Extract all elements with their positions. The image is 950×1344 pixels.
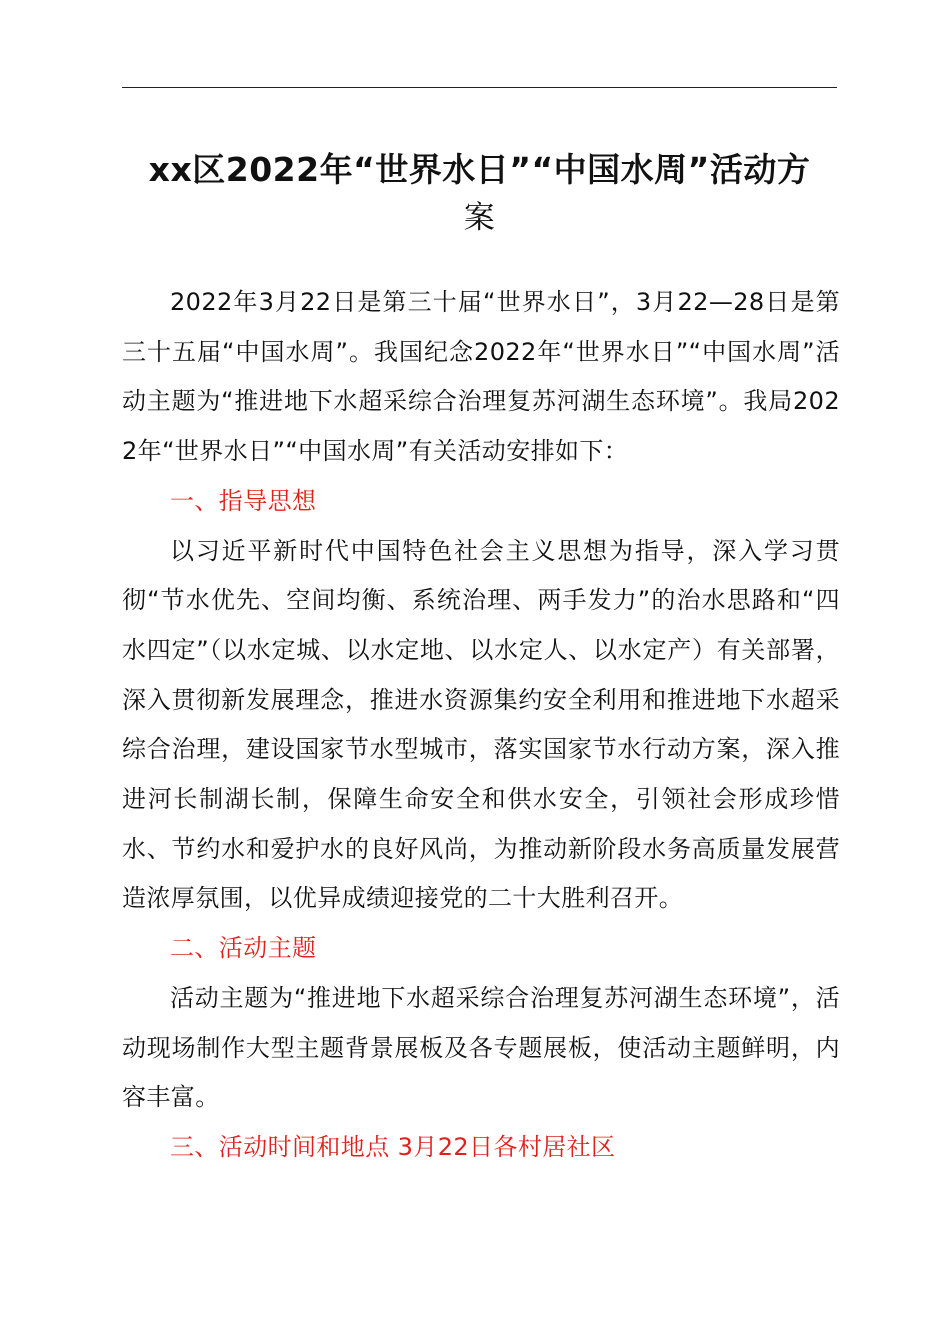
section-body-activity-theme: 活动主题为“推进地下水超采综合治理复苏河湖生态环境”，活动现场制作大型主题背景展板及各专题展板，使活动主题鲜明，内容丰富。 [122, 983, 840, 1112]
document-body [122, 278, 840, 1173]
section-heading-time-and-place: 三、活动时间和地点 3月22日各村居社区 [170, 1132, 616, 1161]
section-heading-guiding-ideology: 一、指导思想 [170, 486, 317, 515]
section-body-guiding-ideology: 以习近平新时代中国特色社会主义思想为指导，深入学习贯彻“节水优先、空间均衡、系统治理、两手发力”的治水思路和“四水四定”（以水定城、以水定地、以水定人、以水定产）有关部署，深入贯彻新发展理念，推进水资源集约安全利用和推进地下水超采综合治理，建设国家节水型城市，落实国家节水行动方案，深入推进河长制湖长制，保障生命安全和供水安全，引领社会形成珍惜水、节约水和爱护水的良好风尚，为推动新阶段水务高质量发展营造浓厚氛围，以优异成绩迎接党的二十大胜利召开。 [122, 536, 840, 913]
intro-paragraph: 2022年3月22日是第三十届“世界水日”，3月22—28日是第三十五届“中国水周”。我国纪念2022年“世界水日”“中国水周”活动主题为“推进地下水超采综合治理复苏河湖生态环境”。我局2022年“世界水日”“中国水周”有关活动安排如下： [122, 288, 840, 466]
document-title [122, 146, 837, 242]
title-line-2: 案 [463, 200, 496, 236]
header-rule [122, 87, 837, 88]
section-heading-activity-theme: 二、活动主题 [170, 934, 317, 963]
title-line-1: xx区2022年“世界水日”“中国水周”活动方 [148, 150, 811, 189]
